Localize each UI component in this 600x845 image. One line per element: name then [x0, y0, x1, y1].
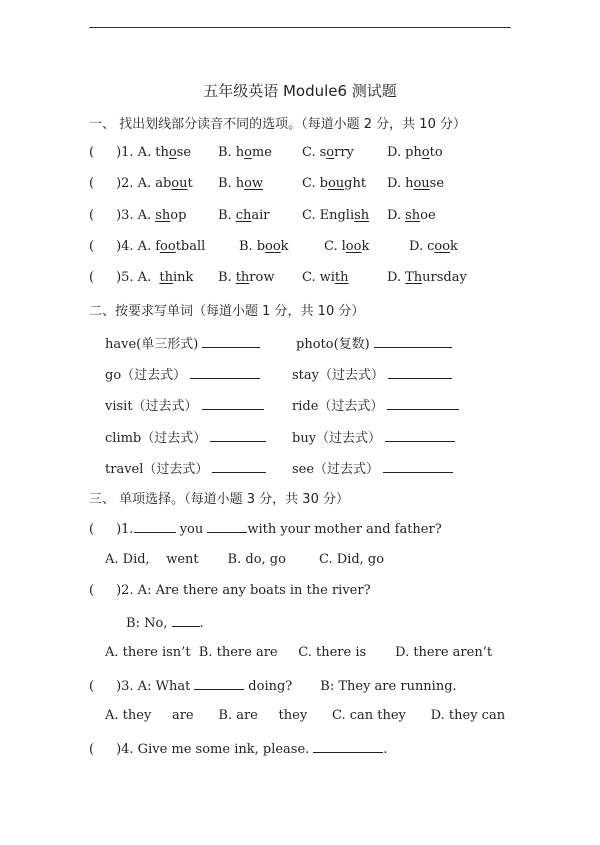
answer-blank[interactable] — [207, 520, 247, 533]
question-3-3: ( )3. A: What doing? B: They are running. — [89, 679, 457, 694]
word-item-left: visit（过去式） — [105, 395, 264, 414]
section2-heading: 二、按要求写单词（每道小题 1 分，共 10 分） — [89, 304, 365, 319]
option-a: ( )1. A. those — [89, 145, 192, 160]
options-3-2: A. there isn’t B. there are C. there is D. there aren’t — [105, 645, 493, 660]
options-3-1: A. Did, went B. do, go C. Did, go — [105, 552, 385, 567]
question-3-1: ( )1. you with your mother and father? — [89, 522, 442, 537]
word-item-left: go（过去式） — [105, 364, 260, 383]
option-b: B. how — [218, 176, 264, 191]
option-a: ( )4. A. football — [89, 239, 206, 254]
option-d: D. Thursday — [387, 270, 467, 285]
word-item-right: photo(复数) — [296, 333, 452, 352]
word-item-left: climb（过去式） — [105, 427, 266, 446]
word-item-left: have(单三形式) — [105, 333, 260, 352]
answer-blank[interactable] — [313, 740, 383, 753]
answer-blank[interactable] — [210, 429, 266, 442]
option-a: ( )2. A. about — [89, 176, 193, 191]
options-3-3: A. they are B. are they C. can they D. they can — [105, 708, 506, 723]
option-c: C. sorry — [302, 145, 354, 160]
option-b: B. book — [239, 239, 289, 254]
word-item-right: see（过去式） — [292, 458, 453, 477]
option-d: D. cook — [409, 239, 458, 254]
option-d: D. house — [387, 176, 445, 191]
answer-blank[interactable] — [202, 335, 260, 348]
top-rule — [89, 27, 511, 28]
answer-blank[interactable] — [194, 677, 244, 690]
option-a: ( )3. A. shop — [89, 208, 187, 223]
question-3-4: ( )4. Give me some ink, please. . — [89, 742, 388, 757]
option-b: B. throw — [218, 270, 275, 285]
word-item-right: stay（过去式） — [292, 364, 452, 383]
answer-blank[interactable] — [172, 614, 200, 627]
word-item-left: travel（过去式） — [105, 458, 266, 477]
section3-heading: 三、 单项选择。（每道小题 3 分，共 30 分） — [89, 492, 349, 507]
answer-blank[interactable] — [388, 366, 452, 379]
answer-blank[interactable] — [190, 366, 260, 379]
word-item-right: buy（过去式） — [292, 427, 455, 446]
option-c: C. English — [302, 208, 370, 223]
question-3-2-b: B: No, . — [126, 616, 204, 631]
answer-blank[interactable] — [383, 460, 453, 473]
option-b: B. home — [218, 145, 272, 160]
option-c: C. bought — [302, 176, 367, 191]
option-c: C. look — [324, 239, 370, 254]
word-item-right: ride（过去式） — [292, 395, 459, 414]
answer-blank[interactable] — [212, 460, 266, 473]
page-title: 五年级英语 Module6 测试题 — [203, 82, 397, 100]
answer-blank[interactable] — [387, 397, 459, 410]
option-c: C. with — [302, 270, 349, 285]
section1-heading: 一、 找出划线部分读音不同的选项。（每道小题 2 分，共 10 分） — [89, 117, 466, 132]
answer-blank[interactable] — [385, 429, 455, 442]
answer-blank[interactable] — [202, 397, 264, 410]
option-d: D. photo — [387, 145, 443, 160]
answer-blank[interactable] — [134, 520, 176, 533]
option-a: ( )5. A. think — [89, 270, 194, 285]
option-b: B. chair — [218, 208, 270, 223]
option-d: D. shoe — [387, 208, 436, 223]
answer-blank[interactable] — [374, 335, 452, 348]
question-3-2: ( )2. A: Are there any boats in the river? — [89, 583, 371, 598]
